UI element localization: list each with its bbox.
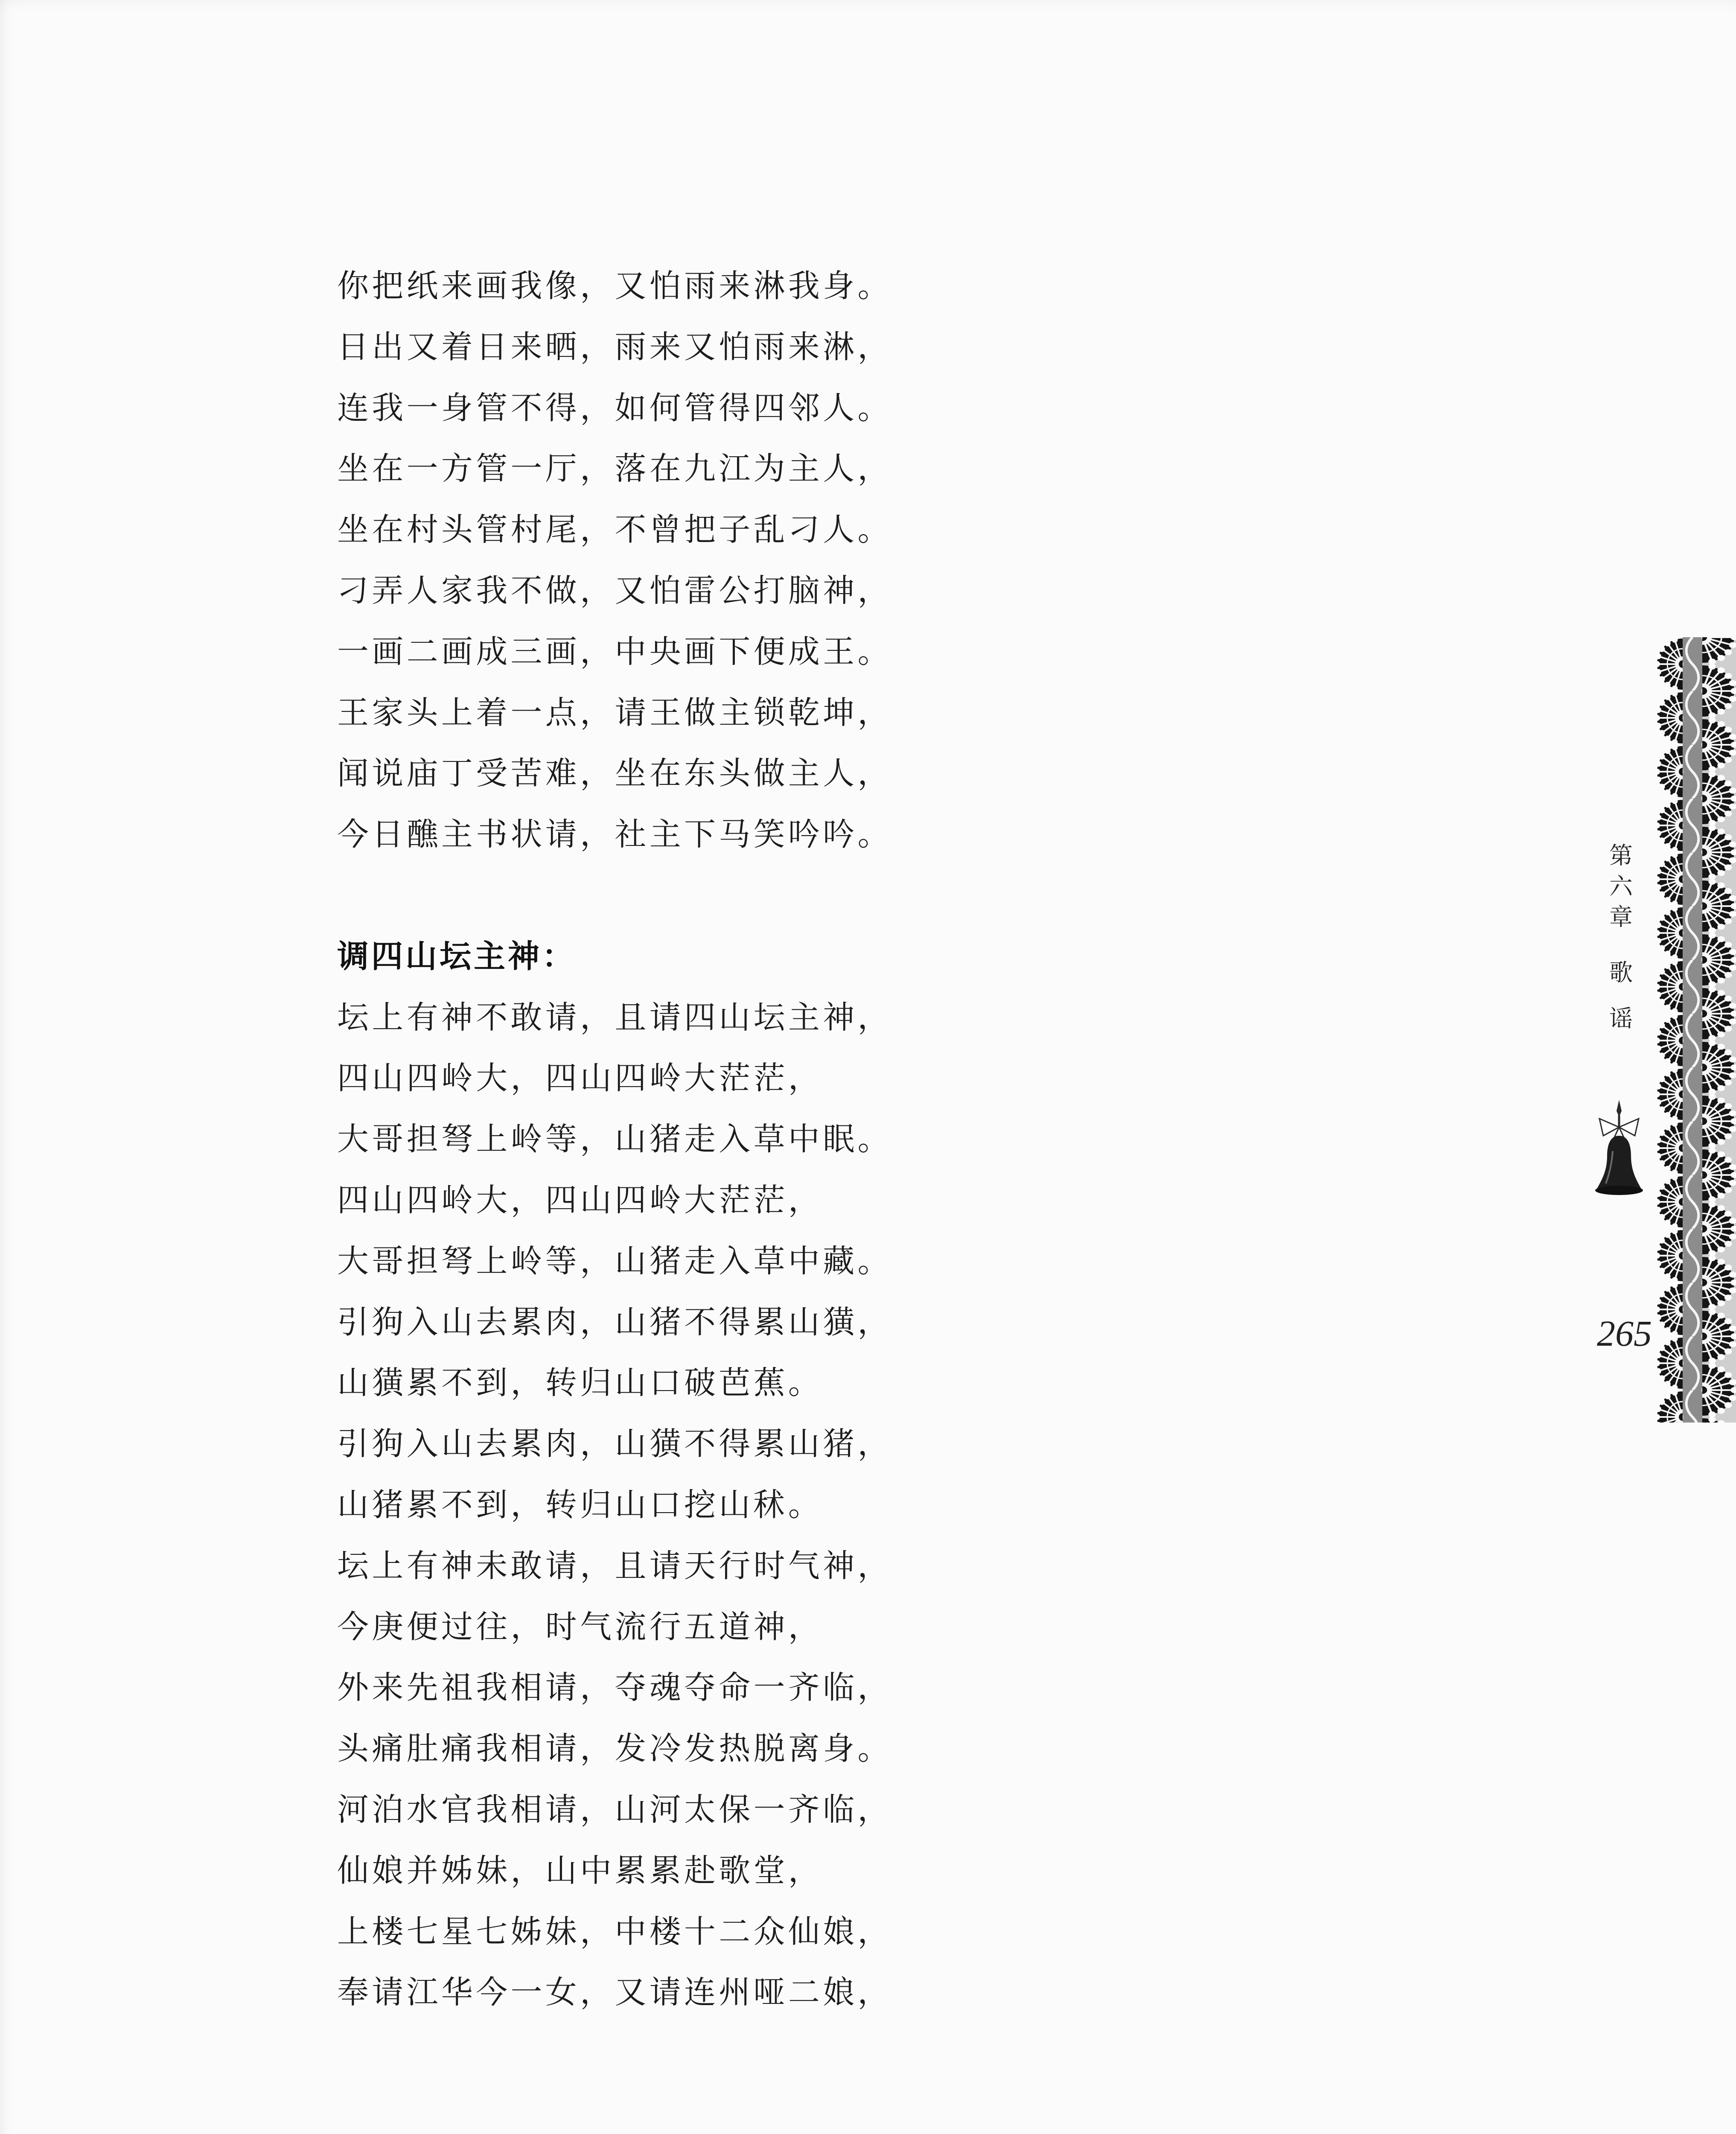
chapter-title: 歌谣 bbox=[1605, 960, 1633, 1052]
verse-line: 你把纸来画我像，又怕雨来淋我身。 bbox=[337, 268, 892, 304]
chapter-label: 第六章 bbox=[1605, 843, 1633, 935]
verse-line: 四山四岭大，四山四岭大茫茫， bbox=[337, 1181, 823, 1219]
verse-line: 仙娘并姊妹，山中累累赴歌堂， bbox=[337, 1852, 823, 1889]
verse-line: 山猪累不到，转归山口挖山秫。 bbox=[337, 1486, 823, 1523]
verse-line: 闻说庙丁受苦难，坐在东头做主人， bbox=[337, 755, 892, 792]
verse-line: 山獚累不到，转归山口破芭蕉。 bbox=[337, 1364, 823, 1402]
verse-line: 一画二画成三画，中央画下便成王。 bbox=[337, 633, 892, 670]
section-invoke-four-mountain-altar-god bbox=[337, 926, 935, 2023]
verse-block bbox=[337, 256, 935, 865]
verse-line: 坐在一方管一厅，落在九江为主人， bbox=[337, 450, 892, 487]
verse-line: 坛上有神不敢请，且请四山坛主神， bbox=[337, 999, 892, 1036]
running-header bbox=[1607, 843, 1631, 1052]
verse-line: 奉请江华今一女，又请连州哑二娘， bbox=[337, 1974, 892, 2011]
verse-line: 外来先祖我相请，夺魂夺命一齐临， bbox=[337, 1669, 892, 1706]
bell-icon bbox=[1589, 1099, 1649, 1197]
verse-line: 头痛肚痛我相请，发冷发热脱离身。 bbox=[337, 1730, 892, 1767]
verse-line: 日出又着日来晒，雨来又怕雨来淋， bbox=[337, 328, 892, 365]
verse-line: 坐在村头管村尾，不曾把子乱刁人。 bbox=[337, 511, 892, 548]
verse-line: 河泊水官我相请，山河太保一齐临， bbox=[337, 1791, 892, 1828]
verse-line: 刁弄人家我不做，又怕雷公打脑神， bbox=[337, 572, 892, 609]
verse-line: 王家头上着一点，请王做主锁乾坤， bbox=[337, 694, 892, 731]
decorative-border bbox=[1656, 637, 1736, 1423]
verse-line: 今日醮主书状请，社主下马笑吟吟。 bbox=[337, 816, 892, 853]
main-text bbox=[337, 256, 935, 2023]
verse-line: 上楼七星七姊妹，中楼十二众仙娘， bbox=[337, 1913, 892, 1950]
page-number: 265 bbox=[1597, 1313, 1652, 1354]
verse-line: 引狗入山去累肉，山獚不得累山猪， bbox=[337, 1426, 892, 1463]
verse-line: 连我一身管不得，如何管得四邻人。 bbox=[337, 389, 892, 426]
verse-line: 坛上有神未敢请，且请天行时气神， bbox=[337, 1547, 892, 1584]
verse-line: 引狗入山去累肉，山猪不得累山獚， bbox=[337, 1303, 892, 1341]
verse-line: 大哥担弩上岭等，山猪走入草中眠。 bbox=[337, 1121, 892, 1158]
verse-line: 四山四岭大，四山四岭大茫茫， bbox=[337, 1060, 823, 1097]
verse-line: 大哥担弩上岭等，山猪走入草中藏。 bbox=[337, 1242, 892, 1280]
verse-line: 今庚便过往，时气流行五道神， bbox=[337, 1608, 823, 1645]
section-heading: 调四山坛主神： bbox=[337, 938, 576, 975]
